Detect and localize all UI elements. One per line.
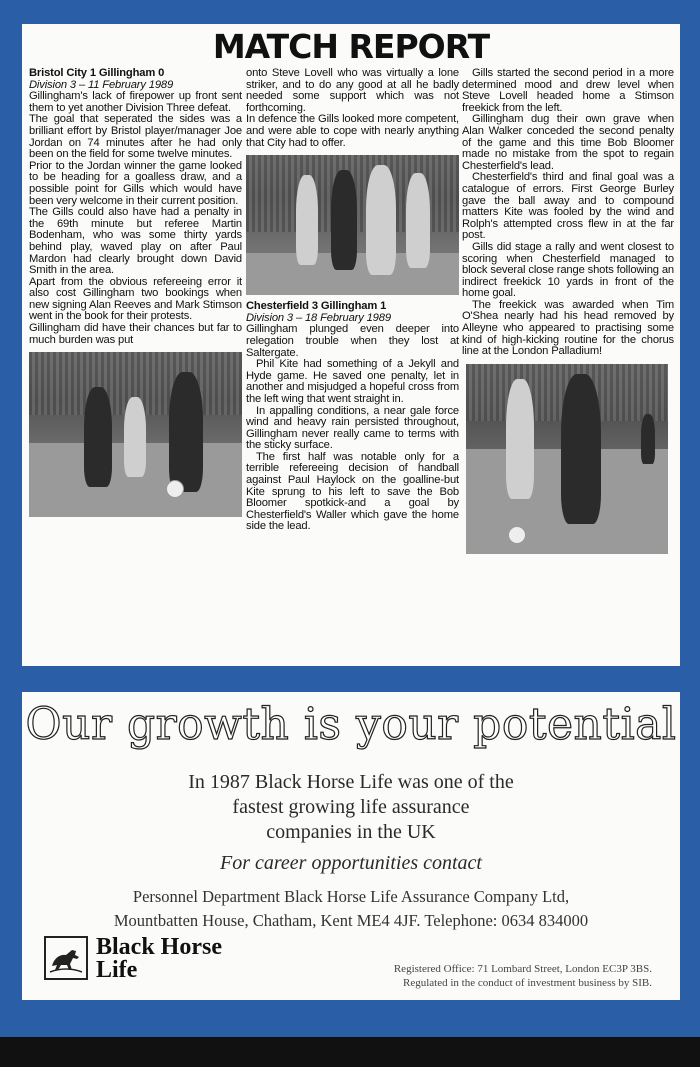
article-paragraph: Gills started the second period in a more determined mood and drew level when Steve Lovell headed home a Stimson freekick from the left. [462, 67, 674, 114]
match1-subheading: Division 3 – 11 February 1989 [29, 78, 174, 91]
ad-body [22, 770, 680, 876]
article-paragraph: The first half was notable only for a terrible refereeing decision of handball against Paul Haylock on the goalline-but Kite sprung to his left to save the Bob Bloomer spotkick-and a goal by Chesterfield's Waller which gave the home side the lead. [246, 450, 459, 533]
article-paragraph: Apart from the obvious refereeing error it also cost Gillingham two bookings when new signing Alan Reeves and Mark Stimson went in the book for their protests. [29, 275, 242, 323]
match2-heading: Chesterfield 3 Gillingham 1 [246, 300, 387, 313]
page-bottom-edge [0, 1037, 700, 1067]
article-paragraph: Gillingham's lack of firepower up front sent them to yet another Division Three defeat. [29, 90, 242, 114]
article-paragraph: Phil Kite had something of a Jekyll and Hyde game. He saved one penalty, let in another and misjudged a hopeful cross from the left wing that went straight in. [246, 358, 459, 405]
column-1 [29, 68, 242, 517]
black-horse-icon [44, 936, 88, 980]
column-3 [462, 68, 674, 554]
logo-line-2: Life [96, 957, 138, 983]
address-line: Mountbatten House, Chatham, Kent ME4 4JF. Telephone: 0634 834000 [113, 911, 589, 930]
address-line: Personnel Department Black Horse Life Assurance Company Ltd, [132, 887, 570, 906]
match2-subheading: Division 3 – 18 February 1989 [246, 311, 391, 324]
article-paragraph: In defence the Gills looked more competent, and were able to cope with nearly anything that City had to offer. [246, 113, 459, 149]
article-paragraph: In appalling conditions, a near gale force wind and heavy rain persisted throughout, Gillingham never really came to terms with the sticky surface. [246, 404, 459, 452]
black-horse-advert [22, 692, 680, 1000]
article-paragraph: Gillingham did have their chances but far to much burden was put [29, 322, 242, 346]
ad-career-line: For career opportunities contact [220, 852, 482, 874]
ad-legal-text [394, 962, 652, 990]
article-paragraph: Gillingham dug their own grave when Alan Walker conceded the second penalty of the game and this time Bob Bloomer made no mistake from the spot to regain Chesterfield's lead. [462, 113, 674, 172]
match-photo-bristol [29, 352, 242, 517]
article-paragraph: Prior to the Jordan winner the game looked to be heading for a goalless draw, and a possible point for Gills which would have been very welcome in their current position. [29, 159, 242, 207]
logo-line-1: Black Horse [96, 934, 222, 960]
match-report-panel [22, 24, 680, 666]
column-2 [246, 68, 459, 533]
article-paragraph: Chesterfield's third and final goal was a catalogue of errors. First George Burley gave the ball away and to compound matters Kite was fooled by the wind and Rolph's attempted cross flew in at the far post. [462, 171, 674, 242]
ad-address [22, 885, 680, 933]
legal-line: Registered Office: 71 Lombard Street, London EC3P 3BS. [393, 963, 652, 975]
match-photo-chesterfield [466, 364, 668, 554]
article-paragraph: Gillingham plunged even deeper into relegation trouble when they lost at Saltergate. [246, 323, 459, 359]
legal-line: Regulated in the conduct of investment business by SIB. [403, 977, 652, 989]
article-paragraph: Gills did stage a rally and went closest to scoring when Chesterfield managed to block several close range shots following an indirect freekick 10 yards in front of the home goal. [462, 240, 674, 300]
article-paragraph: The freekick was awarded when Tim O'Shea nearly had his head removed by Alleyne who appeared to practising some kind of high-kicking routine for the chorus line at the London Palladium! [462, 298, 674, 358]
article-paragraph: onto Steve Lovell who was virtually a lone striker, and to do any good at all he badly needed some support which was not forthcoming. [246, 67, 459, 114]
ad-line: companies in the UK [266, 821, 436, 843]
article-paragraph: The Gills could also have had a penalty in the 69th minute but referee Martin Bodenham, who was some thirty yards behind play, waved play on after Paul Mardon had clearly brought down David Smith in the area. [29, 206, 242, 277]
black-horse-logo [44, 936, 254, 986]
ad-line: In 1987 Black Horse Life was one of the [188, 771, 514, 793]
article-paragraph: The goal that seperated the sides was a brilliant effort by Bristol player/manager Joe Jordan on 74 minutes after he had only been on the field for some twelve minutes. [29, 113, 242, 161]
ad-headline: Our growth is your potential [25, 699, 677, 750]
ad-line: fastest growing life assurance [232, 796, 470, 818]
page-title: MATCH REPORT [212, 27, 490, 66]
match-photo-crowd [246, 155, 459, 295]
match1-heading: Bristol City 1 Gillingham 0 [29, 67, 165, 79]
